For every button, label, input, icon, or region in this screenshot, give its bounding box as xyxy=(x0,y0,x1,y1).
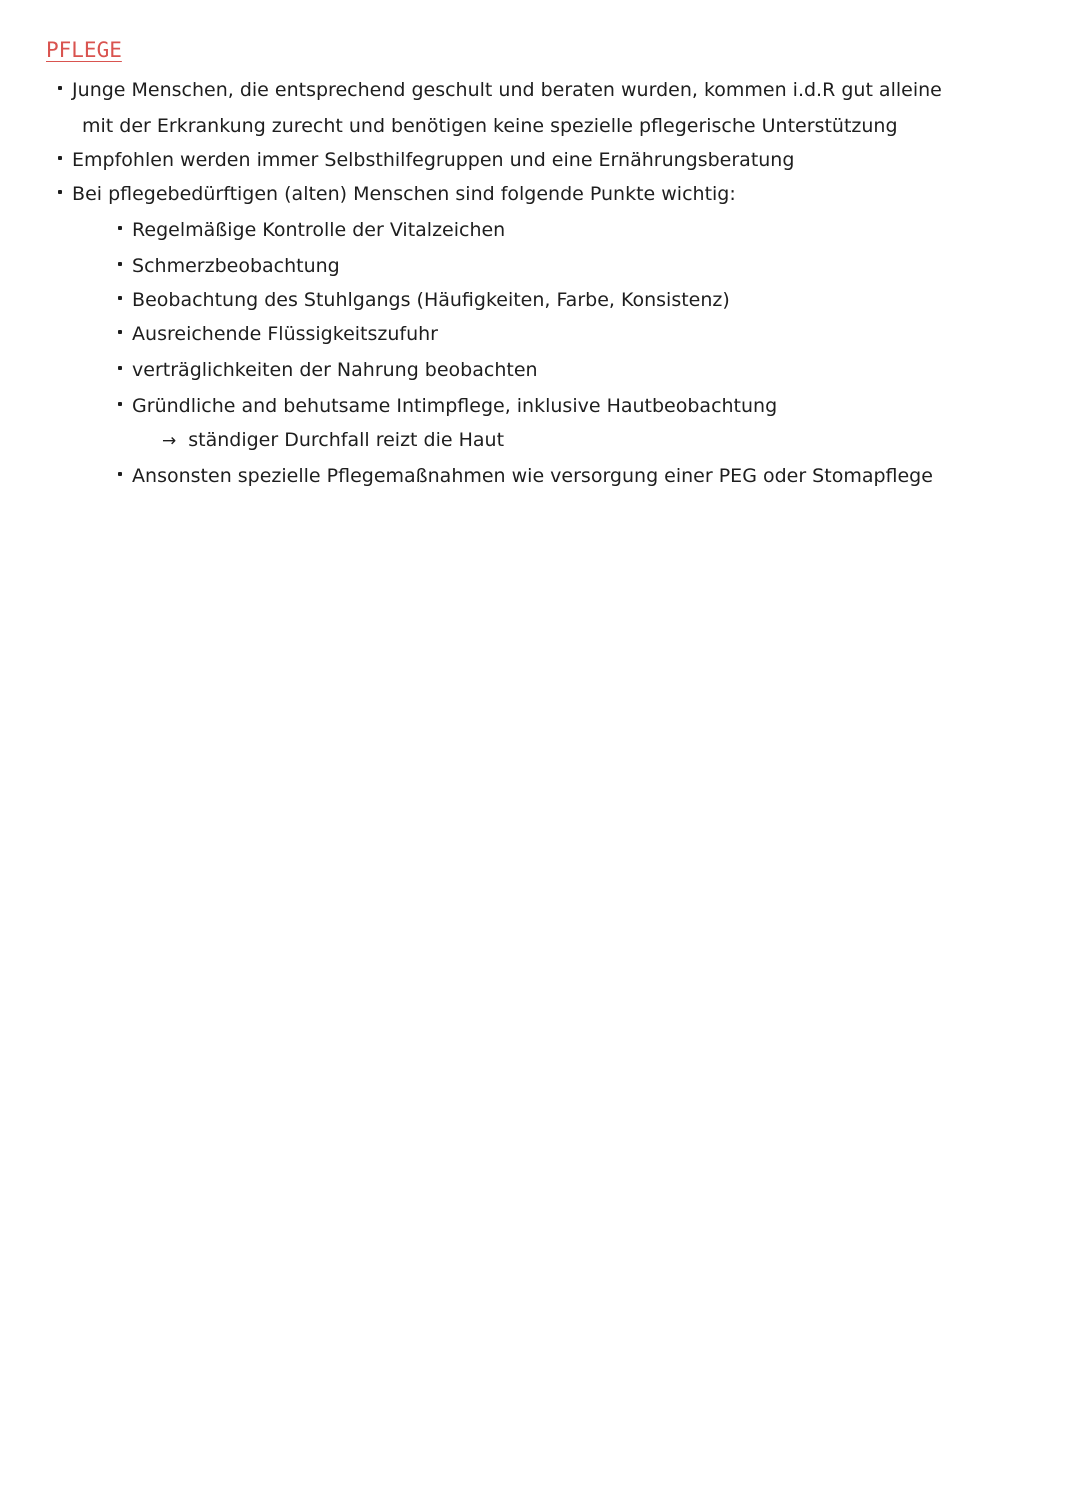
subitem-pain-observation xyxy=(118,254,340,278)
subitem-text: Schmerzbeobachtung xyxy=(132,255,340,277)
subitem-food-tolerance xyxy=(118,358,538,382)
bullet-item-young-people xyxy=(58,78,942,102)
bullet-text: Junge Menschen, die entsprechend geschult und beraten wurden, kommen i.d.R gut alleine xyxy=(72,79,942,101)
bullet-item-continuation xyxy=(82,114,898,138)
bullet-text: Bei pflegebedürftigen (alten) Menschen sind folgende Punkte wichtig: xyxy=(72,183,736,205)
arrow-note-text: ständiger Durchfall reizt die Haut xyxy=(188,429,505,451)
subitem-text: Beobachtung des Stuhlgangs (Häufigkeiten, Farbe, Konsistenz) xyxy=(132,289,730,311)
subitem-text: Gründliche and behutsame Intimpflege, inklusive Hautbeobachtung xyxy=(132,395,778,417)
subitem-vital-signs xyxy=(118,218,505,242)
subitem-intimate-care xyxy=(118,394,777,418)
subitem-text: Ausreichende Flüssigkeitszufuhr xyxy=(132,323,438,345)
subitem-text: verträglichkeiten der Nahrung beobachten xyxy=(132,359,538,381)
subitem-fluid-intake xyxy=(118,322,438,346)
subitem-stool-observation xyxy=(118,288,730,312)
arrow-right-icon: → xyxy=(162,431,177,451)
bullet-item-recommendations xyxy=(58,148,794,172)
subitem-text: Ansonsten spezielle Pflegemaßnahmen wie versorgung einer PEG oder Stomapflege xyxy=(132,465,933,487)
subitem-text: Regelmäßige Kontrolle der Vitalzeichen xyxy=(132,219,506,241)
bullet-text: mit der Erkrankung zurecht und benötigen keine spezielle pflegerische Unterstützung xyxy=(82,115,898,137)
bullet-text: Empfohlen werden immer Selbsthilfegruppen und eine Ernährungsberatung xyxy=(72,149,795,171)
arrow-note-skin xyxy=(162,428,504,453)
subitem-special-care xyxy=(118,464,933,488)
bullet-item-elderly-care xyxy=(58,182,736,206)
section-heading: PFLEGE xyxy=(46,38,122,62)
